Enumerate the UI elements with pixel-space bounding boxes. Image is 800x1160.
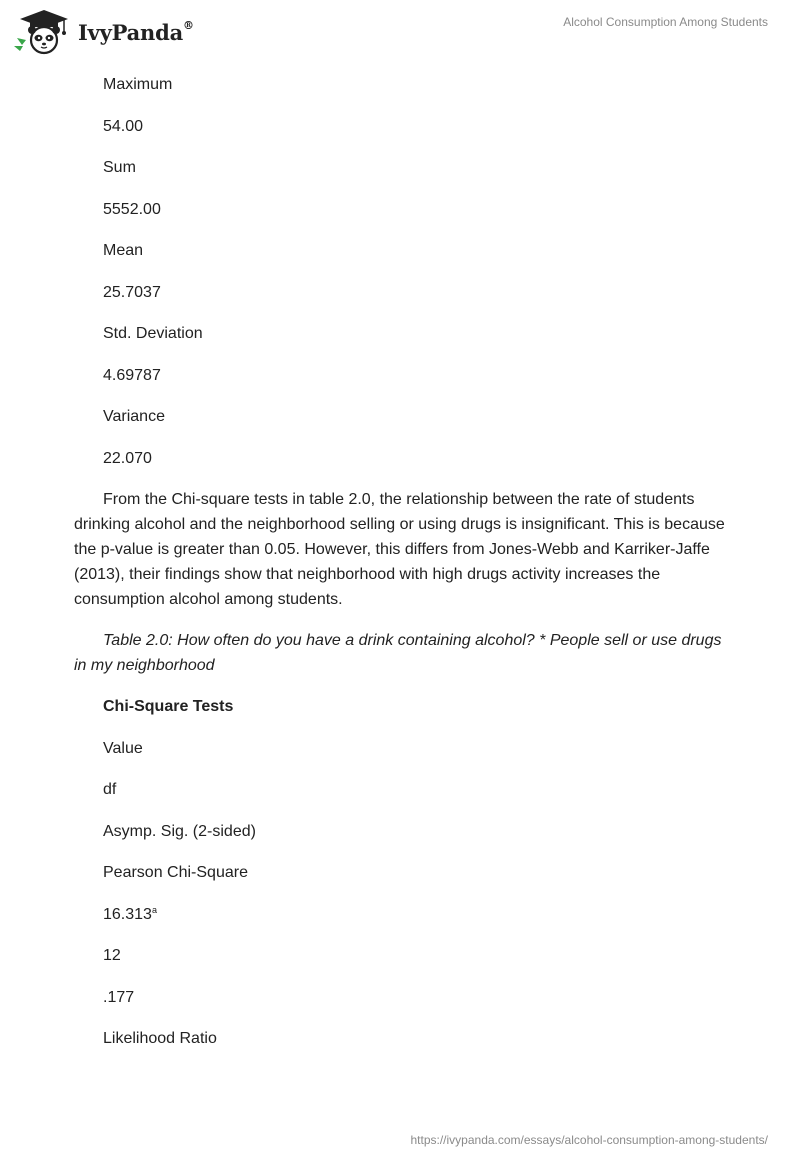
essay-content <box>74 72 734 1068</box>
column-header-df: df <box>103 781 117 798</box>
stat-label-std-deviation: Std. Deviation <box>103 325 203 342</box>
column-header-asymp-sig: Asymp. Sig. (2-sided) <box>103 822 256 840</box>
stat-label-mean: Mean <box>103 242 144 259</box>
stat-label-sum: Sum <box>103 159 136 176</box>
stat-label-variance: Variance <box>103 408 165 425</box>
stat-value-mean: 25.7037 <box>103 283 161 301</box>
document-title: Alcohol Consumption Among Students <box>563 15 768 29</box>
row-label-pearson-chi-square: Pearson Chi-Square <box>103 864 248 881</box>
footnote-marker: a <box>151 904 157 915</box>
ivypanda-logo[interactable] <box>14 7 194 57</box>
stat-value-std-deviation: 4.69787 <box>103 366 161 384</box>
stat-value-sum: 5552.00 <box>103 200 161 218</box>
panda-graduate-icon <box>14 7 74 57</box>
stat-value-maximum: 54.00 <box>103 117 144 135</box>
column-header-value: Value <box>103 739 143 757</box>
table-caption: Table 2.0: How often do you have a drink containing alcohol? * People sell or use drugs in my neighborhood <box>74 632 722 674</box>
source-url[interactable]: https://ivypanda.com/essays/alcohol-consumption-among-students/ <box>410 1133 768 1147</box>
pearson-sig: .177 <box>103 988 135 1006</box>
pearson-value: 16.313$^a$ <box>103 904 157 923</box>
page-header <box>0 0 800 66</box>
body-paragraph: From the Chi-square tests in table 2.0, the relationship between the rate of students drinking alcohol and the neighborhood selling or using drugs is insignificant. This is because the p-value is greater than 0.05. However, this differs from Jones-Webb and Karriker-Jaffe (2013), their findings show that neighborhood with high drugs activity increases the consumption alcohol among students. <box>74 491 725 608</box>
logo-wordmark: IvyPanda® <box>78 18 194 45</box>
stat-value-variance: 22.070 <box>103 449 152 467</box>
pearson-df: 12 <box>103 947 121 964</box>
stat-label-maximum: Maximum <box>103 76 173 93</box>
row-label-likelihood-ratio: Likelihood Ratio <box>103 1030 217 1047</box>
chi-square-title: Chi-Square Tests <box>103 698 234 715</box>
